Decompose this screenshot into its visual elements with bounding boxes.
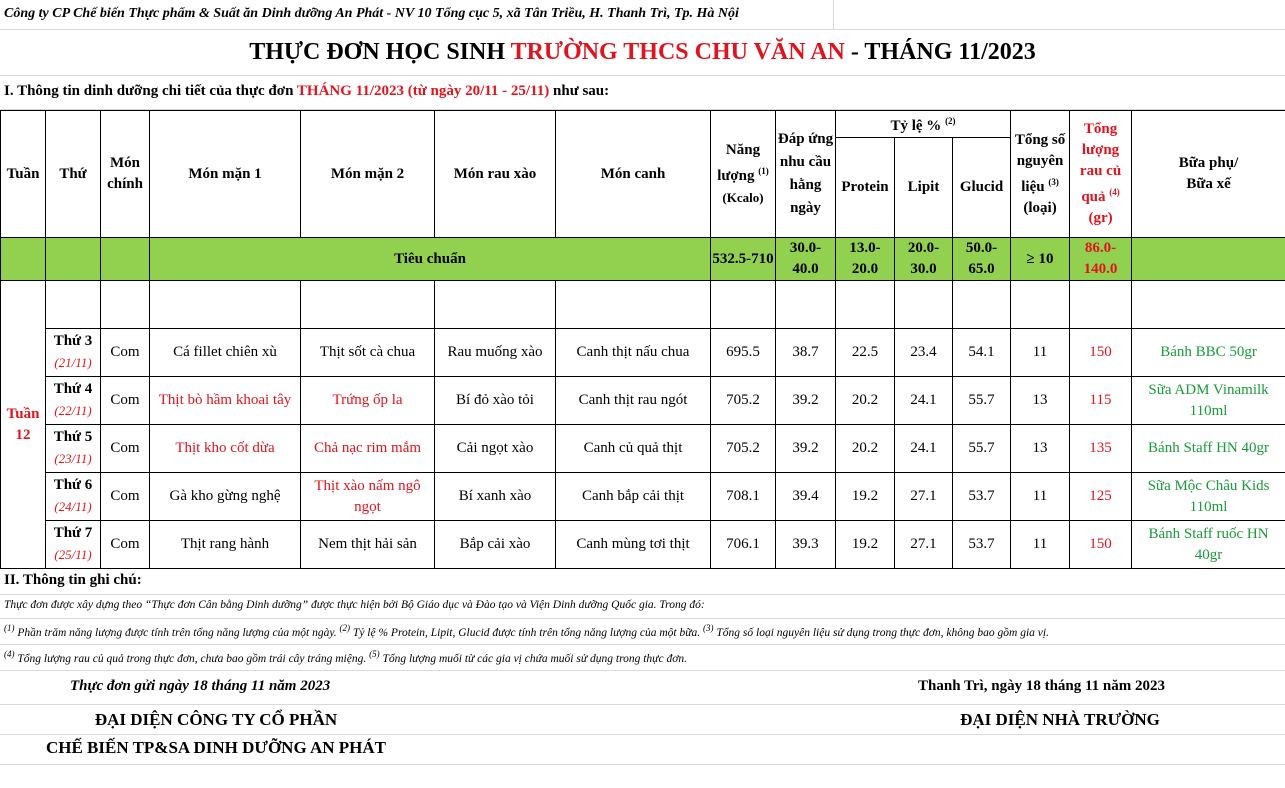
tong-so-unit: (loại) (1023, 199, 1057, 216)
lipit-cell: 27.1 (895, 521, 953, 569)
school-rep: ĐẠI DIỆN NHÀ TRƯỜNG (960, 710, 1160, 729)
protein-cell: 22.5 (836, 329, 895, 377)
day-name: Thứ 7 (53, 525, 93, 541)
header-thu: Thứ (46, 111, 101, 238)
place-date: Thanh Trì, ngày 18 tháng 11 năm 2023 (918, 678, 1166, 694)
day-name: Thứ 4 (53, 381, 93, 397)
section2-heading: II. Thông tin ghi chú: (0, 565, 1285, 595)
man1-cell: Thịt rang hành (150, 521, 301, 569)
company-rep-line2: CHẾ BIẾN TP&SA DINH DƯỠNG AN PHÁT (45, 738, 387, 757)
lipit-cell: 27.1 (895, 473, 953, 521)
tong-luong-cell: 135 (1070, 425, 1132, 473)
header-dap-ung: Đáp ứng nhu cầu hằng ngày (776, 111, 836, 238)
spacer-cell (556, 281, 711, 329)
std-lipit: 20.0-30.0 (895, 238, 953, 281)
std-empty-4 (1132, 238, 1285, 281)
header-ty-le (836, 111, 1011, 138)
company-rep-line1: ĐẠI DIỆN CÔNG TY CỔ PHẦN (94, 710, 338, 729)
nang-luong-cell: 705.2 (711, 425, 776, 473)
std-tong-so: ≥ 10 (1011, 238, 1070, 281)
tong-luong-cell: 150 (1070, 329, 1132, 377)
day-date: (23/11) (54, 451, 92, 466)
tong-so-cell: 13 (1011, 377, 1070, 425)
tong-so-cell: 11 (1011, 473, 1070, 521)
note4-sup: (4) (4, 649, 15, 659)
spacer-cell (101, 281, 150, 329)
sent-date: Thực đơn gửi ngày 18 tháng 11 năm 2023 (70, 678, 331, 694)
spacer-cell (1011, 281, 1070, 329)
tong-so-cell: 11 (1011, 329, 1070, 377)
nang-luong-cell: 705.2 (711, 377, 776, 425)
note5-text: Tổng lượng muối từ các gia vị chứa muối sử dụng trong thực đơn. (379, 652, 687, 665)
lipit-cell: 23.4 (895, 329, 953, 377)
spacer-cell (711, 281, 776, 329)
glucid-cell: 55.7 (953, 377, 1011, 425)
spacer-cell (46, 281, 101, 329)
dap-ung-cell: 39.2 (776, 425, 836, 473)
lipit-cell: 24.1 (895, 425, 953, 473)
day-cell (46, 473, 101, 521)
canh-cell: Canh mùng tơi thịt (556, 521, 711, 569)
tong-luong-cell: 115 (1070, 377, 1132, 425)
note3-sup: (3) (703, 623, 714, 633)
tong-so-cell: 11 (1011, 521, 1070, 569)
protein-cell: 20.2 (836, 425, 895, 473)
note-intro-text: Thực đơn được xây dựng theo “Thực đơn Cân bằng Dinh dưỡng” được thực hiện bởi Bộ Giáo dục và Đào tạo và Viện Dinh dưỡng Quốc gia. Trong đó: (4, 599, 705, 611)
day-date: (22/11) (54, 403, 92, 418)
glucid-cell: 55.7 (953, 425, 1011, 473)
bua-phu-cell: Sữa Mộc Châu Kids 110ml (1132, 473, 1285, 521)
std-glucid: 50.0-65.0 (953, 238, 1011, 281)
day-cell (46, 521, 101, 569)
man2-cell: Trứng ốp la (301, 377, 435, 425)
glucid-cell: 53.7 (953, 521, 1011, 569)
title-part2: - THÁNG 11/2023 (844, 39, 1036, 65)
day-date: (24/11) (54, 499, 92, 514)
man1-cell: Gà kho gừng nghệ (150, 473, 301, 521)
header-tong-so (1011, 111, 1070, 238)
header-bua-phu: Bữa phụ/ Bữa xế (1132, 111, 1285, 238)
man2-cell: Chả nạc rim mắm (301, 425, 435, 473)
canh-cell: Canh thịt nấu chua (556, 329, 711, 377)
spacer-row (1, 281, 1285, 329)
company-header (0, 0, 1285, 30)
spacer-cell (301, 281, 435, 329)
header-mon-chinh: Món chính (101, 111, 150, 238)
bua-phu-cell: Bánh BBC 50gr (1132, 329, 1285, 377)
std-label: Tiêu chuẩn (150, 238, 711, 281)
mon-chinh-cell: Com (101, 425, 150, 473)
section1-prefix: I. Thông tin dinh dưỡng chi tiết của thực đơn (4, 83, 297, 99)
nang-luong-unit: (Kcalo) (722, 189, 764, 205)
ty-le-sup: (2) (945, 116, 956, 126)
dap-ung-cell: 39.3 (776, 521, 836, 569)
tong-luong-sup: (4) (1109, 187, 1120, 197)
dap-ung-cell: 39.4 (776, 473, 836, 521)
bua-phu-cell: Bánh Staff HN 40gr (1132, 425, 1285, 473)
rau-cell: Rau muống xào (435, 329, 556, 377)
std-empty-2 (46, 238, 101, 281)
day-date: (21/11) (54, 355, 92, 370)
header-rau: Món rau xào (435, 111, 556, 238)
tong-so-cell: 13 (1011, 425, 1070, 473)
section1-heading (0, 76, 1285, 110)
rau-cell: Bí đỏ xào tỏi (435, 377, 556, 425)
lipit-cell: 24.1 (895, 377, 953, 425)
note5-sup: (5) (369, 649, 380, 659)
man1-cell: Cá fillet chiên xù (150, 329, 301, 377)
std-empty-3 (101, 238, 150, 281)
tong-luong-cell: 125 (1070, 473, 1132, 521)
table-row (1, 425, 1285, 473)
day-date: (25/11) (54, 547, 92, 562)
table-row (1, 521, 1285, 569)
note4-text: Tổng lượng rau củ quả trong thực đơn, chưa bao gồm trái cây tráng miệng. (14, 652, 370, 665)
header-protein: Protein (836, 138, 895, 238)
table-row (1, 329, 1285, 377)
note2-sup: (2) (339, 623, 351, 633)
page-title (0, 30, 1285, 76)
tong-so-sup: (3) (1048, 176, 1059, 187)
day-cell (46, 425, 101, 473)
day-cell (46, 329, 101, 377)
man2-cell: Thịt xào nấm ngô ngọt (301, 473, 435, 521)
rau-cell: Bắp cải xào (435, 521, 556, 569)
nang-luong-cell: 695.5 (711, 329, 776, 377)
bua-phu-cell: Bánh Staff ruốc HN 40gr (1132, 521, 1285, 569)
tong-luong-label: Tổng lượng rau củ quả (1079, 121, 1122, 205)
note-intro (0, 595, 1285, 619)
note-line-2 (0, 645, 1285, 671)
mon-chinh-cell: Com (101, 329, 150, 377)
spacer-cell (953, 281, 1011, 329)
protein-cell: 19.2 (836, 521, 895, 569)
std-protein: 13.0-20.0 (836, 238, 895, 281)
glucid-cell: 53.7 (953, 473, 1011, 521)
note-line-1 (0, 619, 1285, 645)
table-row (1, 377, 1285, 425)
spacer-cell (1132, 281, 1285, 329)
rau-cell: Cải ngọt xào (435, 425, 556, 473)
tong-luong-cell: 150 (1070, 521, 1132, 569)
title-part1: THỰC ĐƠN HỌC SINH (249, 39, 511, 65)
title-school: TRƯỜNG THCS CHU VĂN AN (510, 39, 845, 65)
mon-chinh-cell: Com (101, 473, 150, 521)
header-man1: Món mặn 1 (150, 111, 301, 238)
section1-suffix: như sau: (549, 83, 610, 99)
man1-cell: Thịt bò hầm khoai tây (150, 377, 301, 425)
header-tong-luong (1070, 111, 1132, 238)
dap-ung-cell: 38.7 (776, 329, 836, 377)
company-name: Công ty CP Chế biến Thực phẩm & Suất ăn Dinh dưỡng An Phát - NV 10 Tổng cục 5, xã Tân Triều, H. Thanh Trì, Tp. Hà Nội (4, 6, 739, 21)
nang-luong-sup: (1) (758, 165, 769, 176)
ty-le-label: Tỷ lệ % (890, 118, 942, 134)
spacer-cell (1070, 281, 1132, 329)
table-row (1, 473, 1285, 521)
bua-phu-cell: Sữa ADM Vinamilk 110ml (1132, 377, 1285, 425)
protein-cell: 19.2 (836, 473, 895, 521)
canh-cell: Canh bắp cải thịt (556, 473, 711, 521)
man2-cell: Thịt sốt cà chua (301, 329, 435, 377)
header-nang-luong (711, 111, 776, 238)
section1-highlight: THÁNG 11/2023 (từ ngày 20/11 - 25/11) (296, 83, 550, 99)
tong-luong-unit: (gr) (1088, 210, 1113, 226)
header-canh: Món canh (556, 111, 711, 238)
header-lipit: Lipit (895, 138, 953, 238)
mon-chinh-cell: Com (101, 521, 150, 569)
nang-luong-cell: 708.1 (711, 473, 776, 521)
std-tong-luong: 86.0-140.0 (1070, 238, 1132, 281)
std-dap-ung: 30.0-40.0 (776, 238, 836, 281)
week-label: Tuần 12 (1, 281, 46, 569)
spacer-cell (435, 281, 556, 329)
day-cell (46, 377, 101, 425)
canh-cell: Canh thịt rau ngót (556, 377, 711, 425)
man1-cell: Thịt kho cốt dừa (150, 425, 301, 473)
nang-luong-cell: 706.1 (711, 521, 776, 569)
note1-sup: (1) (4, 623, 15, 633)
std-nang-luong: 532.5-710 (711, 238, 776, 281)
note3-text: Tổng số loại nguyên liệu sử dụng trong thực đơn, không bao gồm gia vị. (713, 626, 1049, 639)
note1-text: Phần trăm năng lượng được tính trên tổng năng lượng của một ngày. (14, 626, 340, 639)
header-divider (833, 0, 834, 30)
day-name: Thứ 3 (53, 333, 93, 349)
spacer-cell (895, 281, 953, 329)
std-empty-1 (1, 238, 46, 281)
canh-cell: Canh củ quả thịt (556, 425, 711, 473)
standard-row (1, 238, 1285, 281)
tong-so-label: Tổng số nguyên liệu (1014, 131, 1066, 195)
spacer-cell (836, 281, 895, 329)
day-name: Thứ 6 (53, 477, 93, 493)
mon-chinh-cell: Com (101, 377, 150, 425)
spacer-cell (776, 281, 836, 329)
header-tuan: Tuần (1, 111, 46, 238)
note2-text: Tỷ lệ % Protein, Lipit, Glucid được tính trên tổng năng lượng của một bữa. (350, 626, 704, 639)
day-name: Thứ 5 (53, 429, 93, 445)
header-man2: Món mặn 2 (301, 111, 435, 238)
man2-cell: Nem thịt hải sản (301, 521, 435, 569)
dap-ung-cell: 39.2 (776, 377, 836, 425)
menu-table (0, 110, 1285, 569)
header-glucid: Glucid (953, 138, 1011, 238)
protein-cell: 20.2 (836, 377, 895, 425)
spacer-cell (150, 281, 301, 329)
nang-luong-label: Năng lượng (717, 141, 761, 184)
glucid-cell: 54.1 (953, 329, 1011, 377)
rau-cell: Bí xanh xào (435, 473, 556, 521)
